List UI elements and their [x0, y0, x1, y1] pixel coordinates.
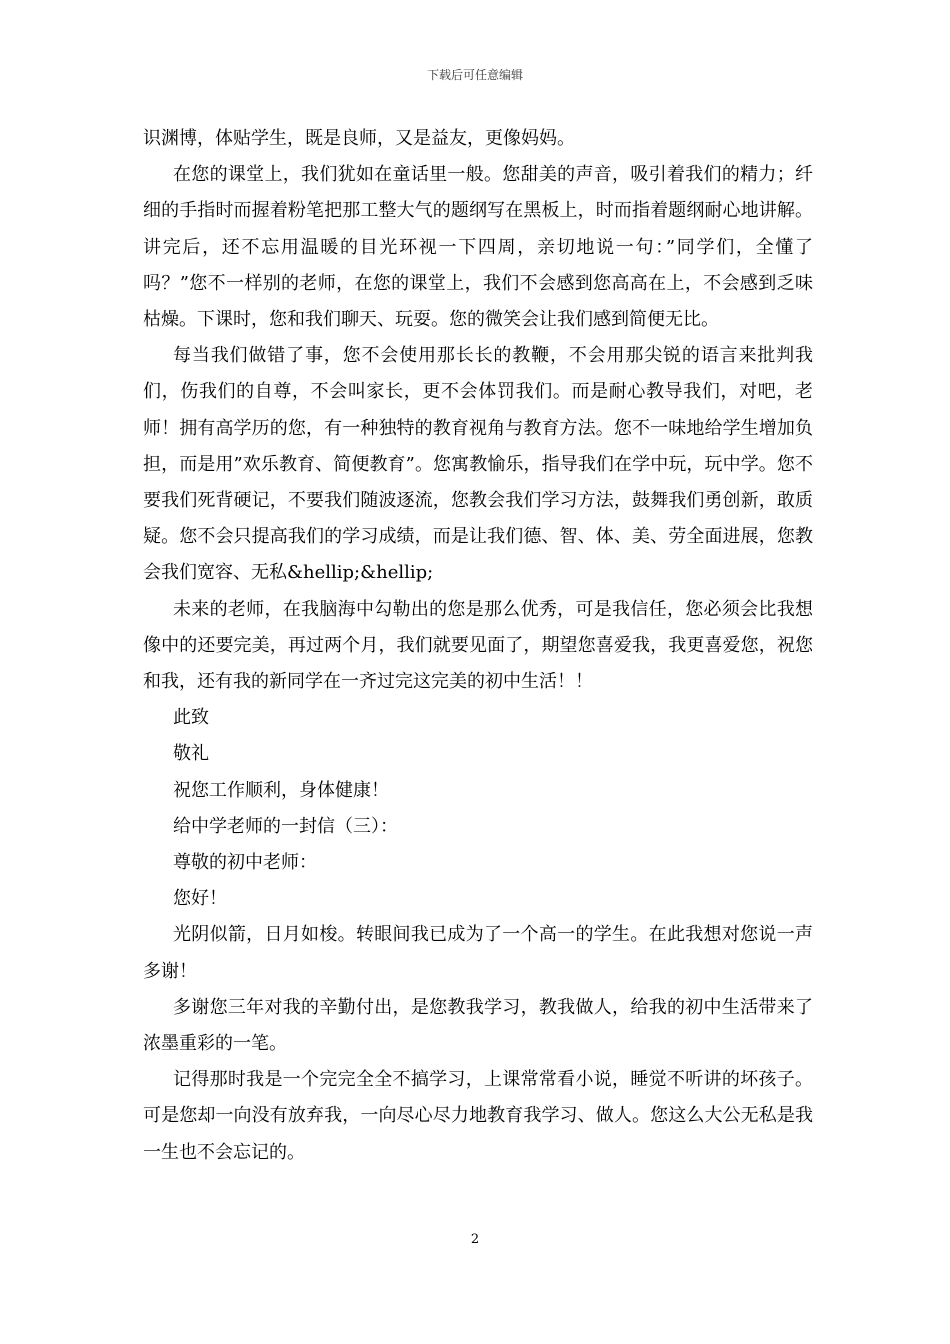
- document-body: [143, 121, 813, 1171]
- paragraph: 未来的老师，在我脑海中勾勒出的您是那么优秀，可是我信任，您必须会比我想像中的还要完美，再过两个月，我们就要见面了，期望您喜爱我，我更喜爱您，祝您和我，还有我的新同学在一齐过完这完美的初中生活！！: [143, 598, 813, 693]
- section-title: 给中学老师的一封信（三）：: [173, 815, 398, 837]
- closing-salutation: 此致: [173, 707, 209, 729]
- paragraph: 光阴似箭，日月如梭。转眼间我已成为了一个高一的学生。在此我想对您说一声多谢！: [143, 924, 813, 982]
- page-number: 2: [470, 1232, 480, 1247]
- paragraph: 每当我们做错了事，您不会使用那长长的教鞭，不会用那尖锐的语言来批判我们，伤我们的自尊，不会叫家长，更不会体罚我们。而是耐心教导我们，对吧，老师！拥有高学历的您，有一种独特的教育视角与教育方法。您不一味地给学生增加负担，而是用”欢乐教育、简便教育”。您寓教愉乐，指导我们在学中玩，玩中学。您不要我们死背硬记，不要我们随波逐流，您教会我们学习方法，鼓舞我们勇创新，敢质疑。您不会只提高我们的学习成绩，而是让我们德、智、体、美、劳全面进展，您教会我们宽容、无私&hellip;&hellip;: [143, 345, 813, 584]
- closing-salutation: 敬礼: [173, 743, 209, 765]
- paragraph: 记得那时我是一个完完全全不搞学习，上课常常看小说，睡觉不听讲的坏孩子。可是您却一向没有放弃我，一向尽心尽力地教育我学习、做人。您这么大公无私是我一生也不会忘记的。: [143, 1069, 813, 1163]
- paragraph: 在您的课堂上，我们犹如在童话里一般。您甜美的声音，吸引着我们的精力；纤细的手指时而握着粉笔把那工整大气的题纲写在黑板上，时而指着题纲耐心地讲解。讲完后，还不忘用温暖的目光环视一下四周，亲切地说一句：”同学们，全懂了吗？”您不一样别的老师，在您的课堂上，我们不会感到您高高在上，不会感到乏味枯燥。下课时，您和我们聊天、玩耍。您的微笑会让我们感到简便无比。: [143, 164, 813, 331]
- letter-greeting: 您好！: [173, 888, 227, 910]
- paragraph: 识渊博，体贴学生，既是良师，又是益友，更像妈妈。: [143, 128, 575, 149]
- page-header: 下载后可任意编辑: [426, 68, 523, 82]
- letter-greeting: 尊敬的初中老师：: [173, 852, 317, 874]
- paragraph: 多谢您三年对我的辛勤付出，是您教我学习，教我做人，给我的初中生活带来了浓墨重彩的一笔。: [143, 996, 813, 1055]
- closing-wish: 祝您工作顺利，身体健康！: [173, 779, 389, 801]
